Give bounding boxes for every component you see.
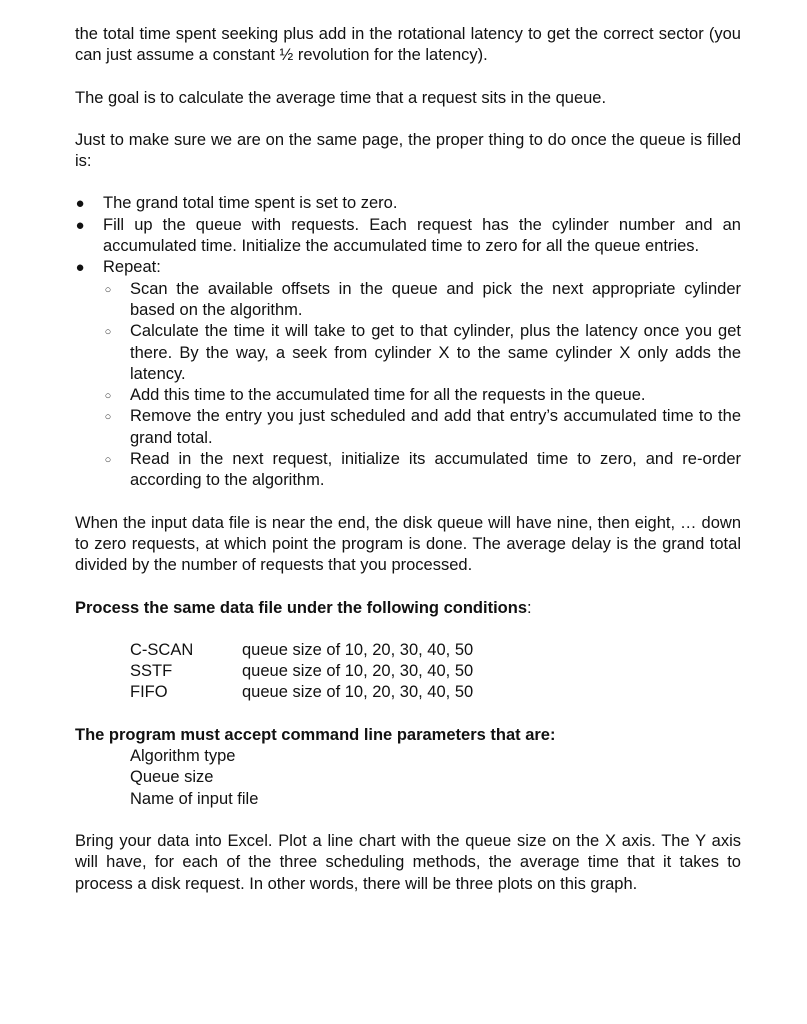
param-item: Name of input file: [130, 789, 259, 808]
table-row: [130, 682, 473, 703]
table-row: [130, 661, 473, 682]
steps-list: [75, 193, 741, 491]
hollow-circle-icon: ○: [104, 283, 112, 296]
repeat-sub-list: [103, 279, 741, 492]
param-item: Queue size: [130, 768, 214, 787]
list-item: ● Fill up the queue with requests. Each request has the cylinder number and an accumulated time. Initialize the accumulated time to zero for all the queue entries.: [75, 215, 741, 256]
param-item: Algorithm type: [130, 747, 236, 766]
table-row: [130, 640, 473, 661]
params-heading: The program must accept command line parameters that are:: [75, 725, 556, 744]
queue-size-cell: queue size of 10, 20, 30, 40, 50: [242, 662, 474, 681]
conditions-table: [130, 640, 473, 704]
process-heading: Process the same data file under the following conditions:: [75, 598, 532, 617]
hollow-circle-icon: ○: [104, 326, 112, 339]
algorithm-cell: SSTF: [130, 662, 173, 681]
queue-size-cell: queue size of 10, 20, 30, 40, 50: [242, 640, 474, 659]
hollow-circle-icon: ○: [104, 454, 112, 467]
algorithm-cell: FIFO: [130, 683, 168, 702]
list-item: ● Repeat: ○ Scan the available offsets in the queue and pick the next appropriate cylinder based on the algorithm. ○ Calculate the time it will take to get to that cylinder, plus the latency once you get there. By the way, a seek from cylinder X to the same cylinder X only adds the latency. ○ Add this time to the accumulated time for all the requests in the queue. ○ Remove the entry you just scheduled and add that entry’s accumulated time to the grand total. ○ Read in the next request, initialize its accumulated time to zero, and re-order according to the algorithm.: [75, 257, 741, 491]
excel-paragraph: Bring your data into Excel. Plot a line chart with the queue size on the X axis. The Y axis will have, for each of the three scheduling methods, the average time that it takes to process a disk request. In other words, there will be three plots on this graph.: [75, 831, 741, 893]
goal-paragraph: The goal is to calculate the average time that a request sits in the queue.: [75, 88, 607, 107]
bullet-icon: ●: [75, 195, 85, 213]
hollow-circle-icon: ○: [104, 411, 112, 424]
sub-list-item: ○ Scan the available offsets in the queue and pick the next appropriate cylinder based on the algorithm.: [104, 279, 741, 319]
bullet-icon: ●: [75, 216, 85, 234]
sub-list-item: ○ Add this time to the accumulated time for all the requests in the queue.: [103, 385, 741, 406]
sub-list-item: ○ Read in the next request, initialize its accumulated time to zero, and re-order according to the algorithm.: [104, 450, 741, 490]
sub-list-item: ○ Calculate the time it will take to get to that cylinder, plus the latency once you get there. By the way, a seek from cylinder X to the same cylinder X only adds the latency.: [104, 322, 741, 383]
near-end-paragraph: When the input data file is near the end, the disk queue will have nine, then eight, … down to zero requests, at which point the program is done. The average delay is the grand total divided by the number of requests that you processed.: [75, 513, 741, 575]
bullet-icon: ●: [75, 259, 85, 277]
algorithm-cell: C-SCAN: [130, 640, 194, 659]
queue-size-cell: queue size of 10, 20, 30, 40, 50: [242, 683, 474, 702]
same-page-paragraph: Just to make sure we are on the same page, the proper thing to do once the queue is filled is:: [75, 130, 741, 171]
intro-paragraph: the total time spent seeking plus add in the rotational latency to get the correct sector (you can just assume a constant ½ revolution for the latency).: [75, 25, 741, 65]
list-item: ● The grand total time spent is set to zero.: [75, 193, 741, 214]
params-list: [130, 746, 741, 810]
hollow-circle-icon: ○: [104, 390, 112, 403]
document-page: [75, 24, 741, 895]
sub-list-item: ○ Remove the entry you just scheduled and add that entry’s accumulated time to the grand total.: [104, 407, 741, 447]
